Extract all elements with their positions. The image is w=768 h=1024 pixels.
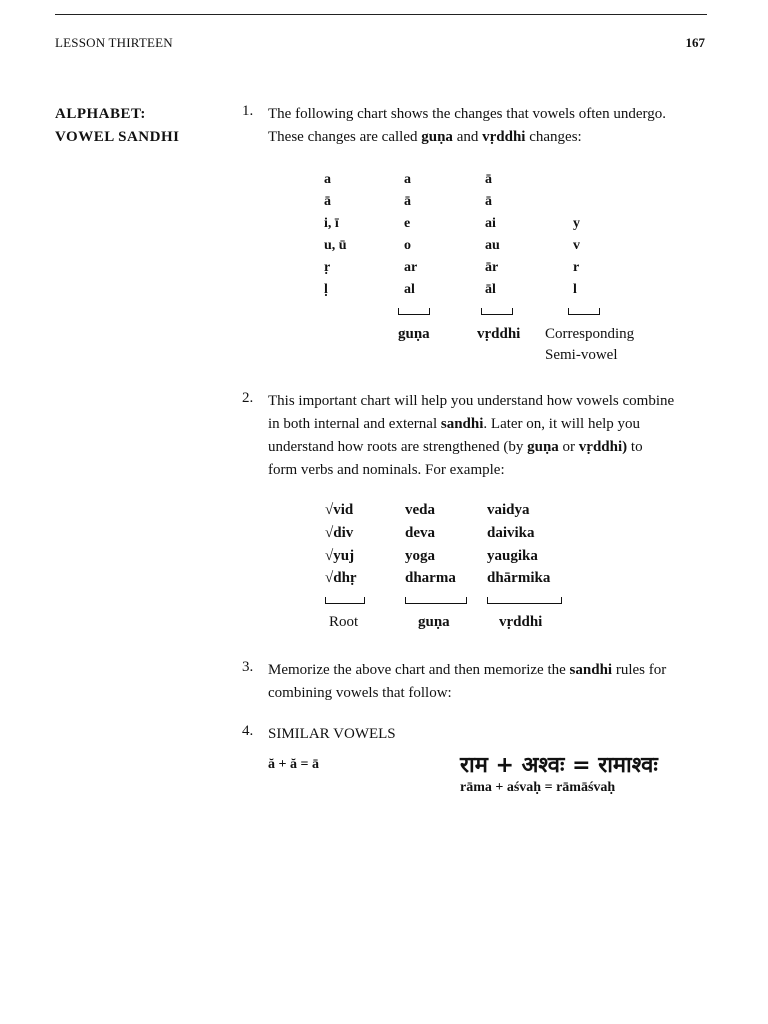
term-sandhi: sandhi (569, 662, 613, 678)
text-run: changes: (525, 129, 582, 145)
root-cell: √dhṛ (325, 570, 357, 586)
item-2-line3 (268, 436, 716, 459)
vowel-cell: ā (324, 194, 331, 209)
item-3-line2: combining vowels that follow: (268, 685, 452, 701)
item-2-line1: This important chart will help you understand how vowels combine (268, 393, 675, 409)
item-4-title: SIMILAR VOWELS (268, 726, 396, 742)
vowel-cell: o (404, 238, 411, 253)
column-bracket (481, 308, 513, 315)
item-1-line1: The following chart shows the changes that vowels often undergo. (268, 106, 666, 122)
text-run: understand how roots are strengthened (by (268, 439, 528, 455)
text-run: in both internal and external (268, 416, 441, 432)
text-run: to (627, 439, 643, 455)
item-1-line2 (268, 126, 716, 149)
item-number-1: 1. (242, 103, 254, 119)
caption-vrddhi: vṛddhi (477, 326, 521, 342)
item-3-text (268, 659, 716, 705)
section-heading-line2: VOWEL SANDHI (55, 129, 180, 145)
root-cell: √yuj (325, 548, 355, 564)
item-2-line4: form verbs and nominals. For example: (268, 462, 505, 478)
vowel-cell: ā (404, 194, 411, 209)
item-1-text (268, 103, 716, 149)
caption-vrddhi: vṛddhi (499, 614, 543, 630)
root-cell: √div (325, 525, 354, 541)
vowel-cell: ar (404, 260, 418, 275)
header-rule (55, 14, 707, 15)
vowel-cell: r (573, 260, 580, 275)
vowel-cell: a (404, 172, 411, 187)
text-run: These changes are called (268, 129, 422, 145)
vowel-cell: au (485, 238, 500, 253)
vowel-cell: v (573, 238, 580, 253)
term-vrddhi: vṛddhi (482, 129, 526, 145)
vowel-cell: l (573, 282, 577, 297)
running-header: LESSON THIRTEEN (55, 35, 173, 50)
guna-cell: dharma (405, 570, 456, 586)
caption-corresponding: Corresponding (545, 326, 635, 342)
column-bracket (568, 308, 600, 315)
vowel-cell: al (404, 282, 415, 297)
guna-cell: deva (405, 525, 435, 541)
vrddhi-cell: vaidya (487, 502, 530, 518)
vowel-cell: y (573, 216, 580, 231)
caption-guna: guṇa (418, 614, 450, 630)
item-2-text (268, 390, 716, 482)
caption-root: Root (329, 614, 359, 630)
caption-guna: guṇa (398, 326, 430, 342)
vowel-cell: ā (485, 194, 492, 209)
item-number-3: 3. (242, 659, 254, 675)
text-run: and (452, 129, 483, 145)
term-guna: guṇa (421, 129, 453, 145)
item-number-4: 4. (242, 723, 254, 739)
vowel-cell: āl (485, 282, 496, 297)
column-bracket (325, 597, 365, 604)
vowel-cell: ār (485, 260, 499, 275)
vrddhi-cell: daivika (487, 525, 535, 541)
devanagari-example: राम + अश्वः = रामाश्वः (460, 753, 658, 778)
vowel-cell: ai (485, 216, 496, 231)
page-number: 167 (685, 35, 705, 50)
term-sandhi: sandhi (440, 416, 484, 432)
column-bracket (405, 597, 467, 604)
section-heading-line1: ALPHABET: (55, 106, 146, 122)
item-2-line2 (268, 413, 716, 436)
text-run: or (558, 439, 579, 455)
vowel-cell: ṛ (324, 260, 331, 275)
text-run: . Later on, it will help you (483, 416, 641, 432)
column-bracket (487, 597, 562, 604)
vowel-cell: u, ū (324, 238, 347, 253)
caption-semivowel: Semi-vowel (545, 347, 618, 363)
column-bracket (398, 308, 430, 315)
vowel-cell: ḷ (324, 282, 328, 297)
vowel-cell: a (324, 172, 331, 187)
guna-cell: veda (405, 502, 435, 518)
vowel-cell: i, ī (324, 216, 339, 231)
vowel-formula: ă + ă = ā (268, 757, 319, 772)
term-guna: guṇa (527, 439, 559, 455)
vrddhi-cell: dhārmika (487, 570, 551, 586)
transliteration-example: rāma + aśvaḥ = rāmāśvaḥ (460, 780, 616, 795)
section-heading (55, 103, 179, 149)
text-run: rules for (612, 662, 667, 678)
vrddhi-cell: yaugika (487, 548, 538, 564)
vowel-cell: e (404, 216, 411, 231)
item-number-2: 2. (242, 390, 254, 406)
vowel-cell: ā (485, 172, 492, 187)
term-vrddhi: vṛddhi) (578, 439, 628, 455)
guna-cell: yoga (405, 548, 435, 564)
root-cell: √vid (325, 502, 354, 518)
text-run: Memorize the above chart and then memorize the (268, 662, 570, 678)
item-3-line1 (268, 659, 716, 682)
